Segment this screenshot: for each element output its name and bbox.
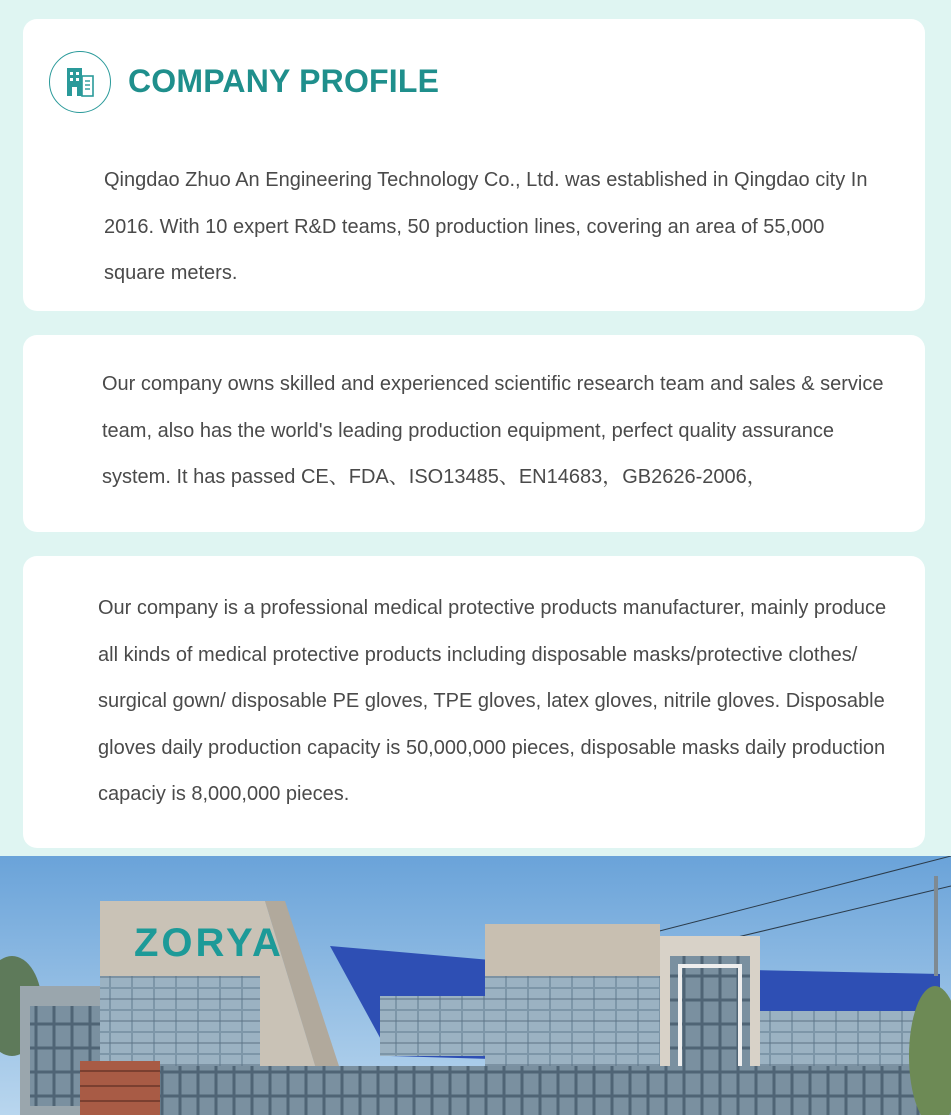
profile-card-intro: [23, 19, 925, 311]
profile-card-capabilities: [23, 335, 925, 532]
profile-card-products: [23, 556, 925, 848]
page-title: COMPANY PROFILE: [128, 63, 440, 99]
zorya-sign: ZORYA: [134, 921, 284, 965]
capabilities-paragraph: Our company owns skilled and experienced scientific research team and sales & service team, also has the world's leading production equipment, perfect quality assurance system. It has passed CE、FDA、ISO13485、EN14683，GB2626-2006，: [102, 373, 884, 488]
building-icon: [49, 51, 111, 113]
products-paragraph: Our company is a professional medical protective products manufacturer, mainly produce all kinds of medical protective products including disposable masks/protective clothes/ surgical gown/ disposable PE gloves, TPE gloves, latex gloves, nitrile gloves. Disposable gloves daily production capacity is 50,000,000 pieces, disposable masks daily production capaciy is 8,000,000 pieces.: [98, 597, 887, 805]
factory-photo: [0, 856, 951, 1115]
intro-paragraph: Qingdao Zhuo An Engineering Technology Co., Ltd. was established in Qingdao city In 2016. With 10 expert R&D teams, 50 production lines, covering an area of 55,000 square meters.: [104, 169, 868, 284]
